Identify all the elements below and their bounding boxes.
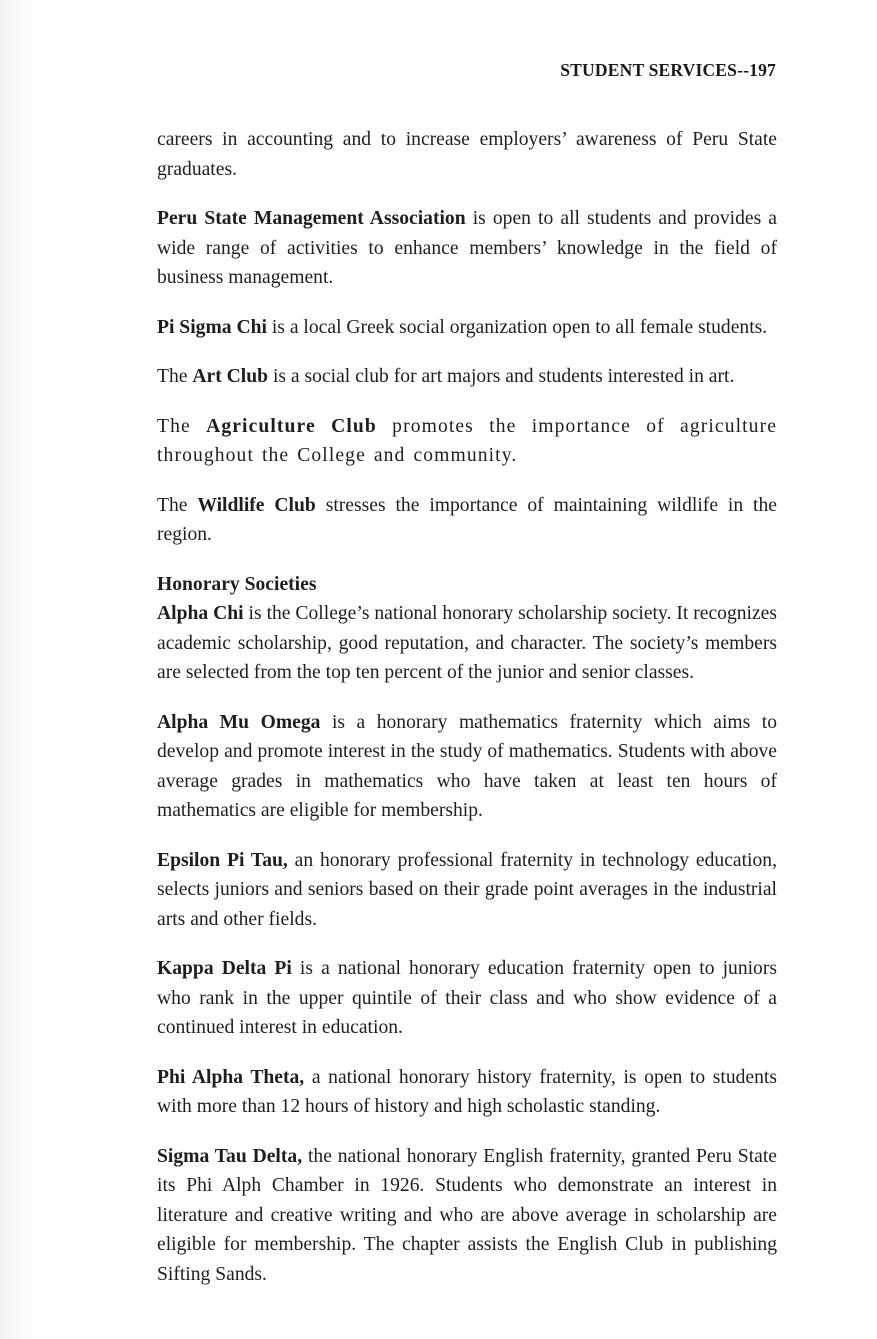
page-body: [157, 125, 777, 1309]
organization-name: Kappa Delta Pi: [157, 958, 292, 979]
paragraph-text: is open to all students and provides a wide range of activities to enhance members’ knowledge in the field of business management.: [157, 208, 778, 288]
organization-name: Wildlife Club: [197, 494, 316, 516]
paragraph-intro: The: [157, 366, 193, 387]
paragraph-sigma-tau-delta: [157, 1142, 777, 1290]
paragraph-management-association: [157, 204, 777, 293]
organization-name: Alpha Mu Omega: [157, 711, 321, 733]
section-heading: Honorary Societies: [157, 573, 317, 595]
paragraph-intro: The: [157, 494, 198, 516]
paragraph-wildlife-club: [157, 491, 777, 550]
paragraph-text: promotes the importance of agriculture throughout the College and community.: [157, 415, 777, 466]
paragraph-intro: The: [157, 415, 207, 437]
organization-name: Pi Sigma Chi: [157, 316, 267, 338]
running-header: STUDENT SERVICES--197: [560, 60, 776, 80]
organization-name: Alpha Chi: [157, 603, 244, 624]
organization-name: Sigma Tau Delta,: [157, 1145, 303, 1167]
paragraph-text: is the College’s national honorary scholarship society. It recognizes academic scholarship, good reputation, and character. The society’s members are selected from the top ten percent of the junior and senior classes.: [157, 603, 778, 683]
paragraph-pi-sigma-chi: [157, 313, 777, 343]
paragraph-phi-alpha-theta: [157, 1063, 777, 1122]
paragraph-epsilon-pi-tau: [157, 846, 777, 935]
paragraph-text: is a local Greek social organization open to all female students.: [266, 316, 768, 338]
paragraph-text: a national honorary history fraternity, is open to students with more than 12 hours of history and high scholastic standing.: [157, 1066, 777, 1117]
paragraph-agriculture-club: [157, 412, 777, 471]
paragraph-text: is a honorary mathematics fraternity which aims to develop and promote interest in the study of mathematics. Students with above average grades in mathematics who have taken at least ten hours of mathematics are eligible for membership.: [157, 711, 777, 821]
paragraph-text: the national honorary English fraternity, granted Peru State its Phi Alph Chamber in 1926. Students who demonstrate an interest in literature and creative writing and who are above average in scholarship are eligible for membership. The chapter assists the English Club in publishing Sifting Sands.: [157, 1145, 777, 1285]
paragraph-kappa-delta-pi: [157, 954, 777, 1043]
paragraph-text: an honorary professional fraternity in technology education, selects juniors and seniors based on their grade point averages in the industrial arts and other fields.: [157, 849, 777, 930]
paragraph-text: is a national honorary education fraternity open to juniors who rank in the upper quintile of their class and who show evidence of a continued interest in education.: [157, 958, 778, 1038]
organization-name: Epsilon Pi Tau,: [157, 849, 288, 871]
paragraph-text: stresses the importance of maintaining wildlife in the region.: [157, 494, 777, 545]
paragraph-text: careers in accounting and to increase employers’ awareness of Peru State graduates.: [157, 129, 777, 180]
organization-name: Art Club: [192, 366, 269, 387]
organization-name: Phi Alpha Theta,: [157, 1066, 305, 1088]
paragraph-alpha-mu-omega: [157, 708, 777, 826]
organization-name: Peru State Management Association: [157, 208, 466, 229]
paragraph-art-club: [157, 362, 777, 392]
organization-name: Agriculture Club: [206, 415, 377, 437]
paragraph-text: is a social club for art majors and students interested in art.: [268, 366, 735, 387]
paragraph-alpha-chi: [157, 599, 777, 688]
paragraph-accounting-continuation: [157, 125, 777, 184]
